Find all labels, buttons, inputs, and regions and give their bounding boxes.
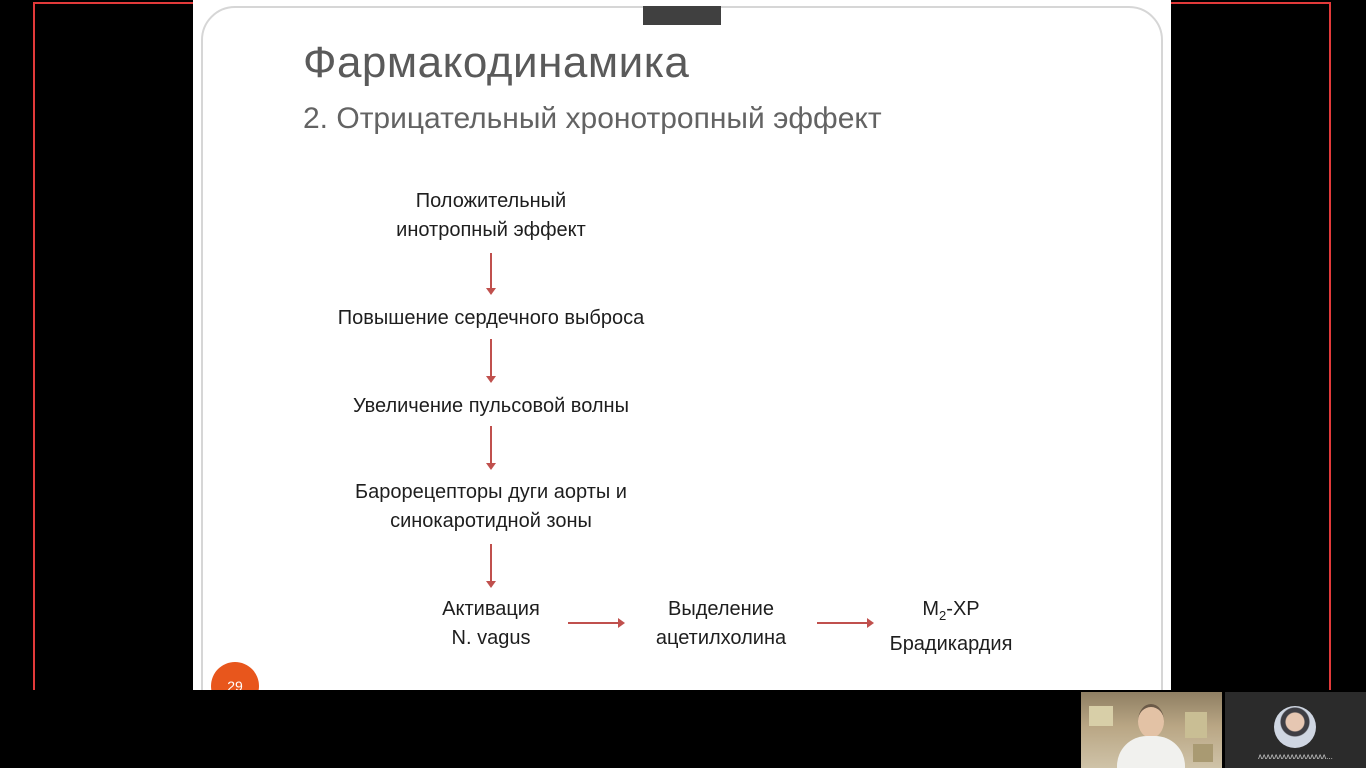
share-toolbar-handle[interactable] xyxy=(643,6,721,25)
slide-number-badge: 29 xyxy=(211,662,259,690)
flow-step-vagus: Активация N. vagus xyxy=(442,598,540,649)
presenter-head xyxy=(1138,704,1164,738)
participant-name: ᴧᴧᴧᴧᴧᴧᴧᴧᴧᴧᴧᴧᴧᴧᴧᴧᴧ... xyxy=(1258,752,1333,761)
presenter-body xyxy=(1117,736,1185,768)
flow-step-baroreceptors: Барорецепторы дуги аорты и синокаротидной зоны xyxy=(355,481,627,532)
flow-step-bradycardia: $М_2-ХР$ Брадикардия xyxy=(871,595,1031,659)
wall-certificate xyxy=(1089,706,1113,726)
wall-certificate xyxy=(1193,744,1213,762)
flow-step-acetylcholine: Выделение ацетилхолина xyxy=(655,598,787,649)
flow-arrow-down xyxy=(490,544,492,586)
participant-avatar xyxy=(1274,706,1316,748)
participant-video-tile[interactable] xyxy=(1225,692,1366,768)
presenter-video-tile[interactable] xyxy=(1081,692,1222,768)
flow-arrow-down xyxy=(490,339,492,381)
slide-title: Фармакодинамика xyxy=(303,38,690,87)
flow-step-cardiac-output: Повышение сердечного выброса xyxy=(337,307,645,329)
flow-step-pulse-wave: Увеличение пульсовой волны xyxy=(353,395,629,417)
flow-arrow-down xyxy=(490,426,492,468)
flow-arrow-down xyxy=(490,253,492,293)
m2-receptor-label: $М_2-ХР$ xyxy=(922,598,980,623)
wall-certificate xyxy=(1185,712,1207,738)
slide-subtitle: 2. Отрицательный хронотропный эффект xyxy=(303,102,882,135)
flow-arrow-right xyxy=(568,622,623,624)
presentation-slide xyxy=(193,0,1171,690)
flow-arrow-right xyxy=(817,622,872,624)
flow-step-inotropic: Положительный инотропный эффект xyxy=(396,190,586,241)
